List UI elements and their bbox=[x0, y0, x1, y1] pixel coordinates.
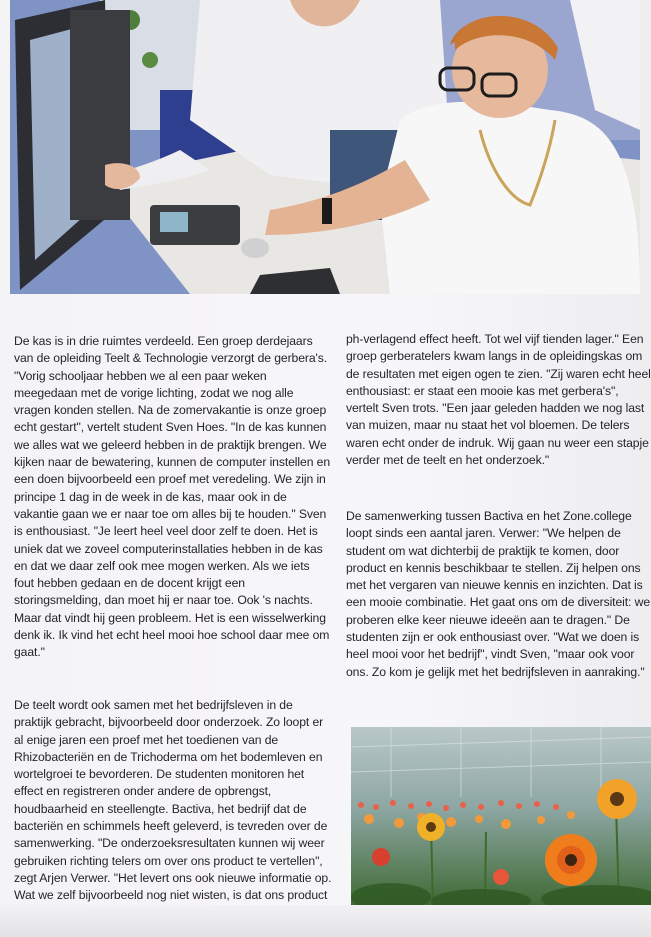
article-column-1-paragraph-1 bbox=[14, 333, 332, 662]
paragraph-text: De samenwerking tussen Bactiva en het Zone.college loopt sinds een aantal jaren. Verwer: "We helpen de student om wat dichterbij de praktijk te komen, door product en kennis beschikbaar te stellen. Zij helpen ons met het vergaren van nieuwe kennis en inzichten. Dat is een mooie combinatie. Het gaat ons om de diversiteit: we proberen elke keer nieuwe ideeën aan te dragen." De studenten zijn er ook enthousiast over. "Wat we doen is heel mooi voor het bedrijf", vindt Sven, "maar ook voor ons. Zo kom je gelijk met het bedrijfsleven in aanraking." bbox=[346, 509, 650, 679]
article-column-1-paragraph-2 bbox=[14, 697, 332, 922]
paragraph-text: De teelt wordt ook samen met het bedrijfsleven in de praktijk gebracht, bijvoorbeeld door onderzoek. Zo loopt er al enige jaren een proef met het toedienen van de Rhizobacteriën en de Trichoderma om het bodemleven en wortelgroei te bevorderen. De studenten monitoren het effect en registreren onder andere de opbrengst, houdbaarheid en steellengte. Bactiva, het bedrijf dat de bacteriën en schimmels heeft geleverd, is tevreden over de samenwerking. "De onderzoeksresultaten kunnen wij weer gebruiken richting telers om over ons product te vertellen", zegt Arjen Verwer. "Het levert ons ook nieuwe informatie op. Wat we zelf bijvoorbeeld nog niet wisten, is dat ons product bbox=[14, 698, 332, 903]
photo-students-at-computer bbox=[10, 0, 640, 294]
paragraph-text: De kas is in drie ruimtes verdeeld. Een groep derdejaars van de opleiding Teelt & Technologie verzorgt de gerbera's. "Vorig schooljaar hebben we al een paar weken meegedaan met de vorige lichting, zodat we nog alle vragen konden stellen. Na de zomervakantie is onze groep echt gestart", vertelt student Sven Hoes. "In de kas kunnen we alles wat we geleerd hebben in de praktijk brengen. We kijken naar de bewatering, kunnen de computer instellen en een doen bijvoorbeeld een proef met veredeling. We zijn in principe 1 dag in de week in de kas, maar ook in de vakantie gaan we er naar toe om alles bij te houden." Sven is enthousiast. "Je leert heel veel door zelf te doen. Het is uniek dat we zoveel computerinstallaties hebben in de kas en dat we daar zelf ook mee mogen werken. Als we iets fout hebben gedaan en de docent krijgt een storingsmelding, dan moet hij er naar toe. Ook 's nachts. Maar dat vindt hij geen probleem. Het is een wisselwerking denk ik. Ik vind het echt heel mooi hoe school daar mee om gaat." bbox=[14, 334, 331, 660]
article-column-2-paragraph-2 bbox=[346, 508, 651, 681]
article-column-2-paragraph-1 bbox=[346, 331, 651, 469]
photo-students-illustration bbox=[10, 0, 640, 294]
photo-gerbera-greenhouse bbox=[351, 727, 651, 905]
page-bottom-margin bbox=[0, 905, 651, 937]
paragraph-text: ph-verlagend effect heeft. Tot wel vijf tienden lager." Een groep gerberatelers kwam langs in de opleidingskas om de resultaten met eigen ogen te zien. "Zij waren echt heel enthousiast: er staat een mooie kas met gerbera's", vertelt Sven trots. "Een jaar geleden hadden we nog last van muizen, maar nu staat het vol bloemen. De telers waren echt onder de indruk. Wij gaan nu weer een stapje verder met de teelt en het onderzoek." bbox=[346, 332, 651, 468]
photo-greenhouse-illustration bbox=[351, 727, 651, 905]
